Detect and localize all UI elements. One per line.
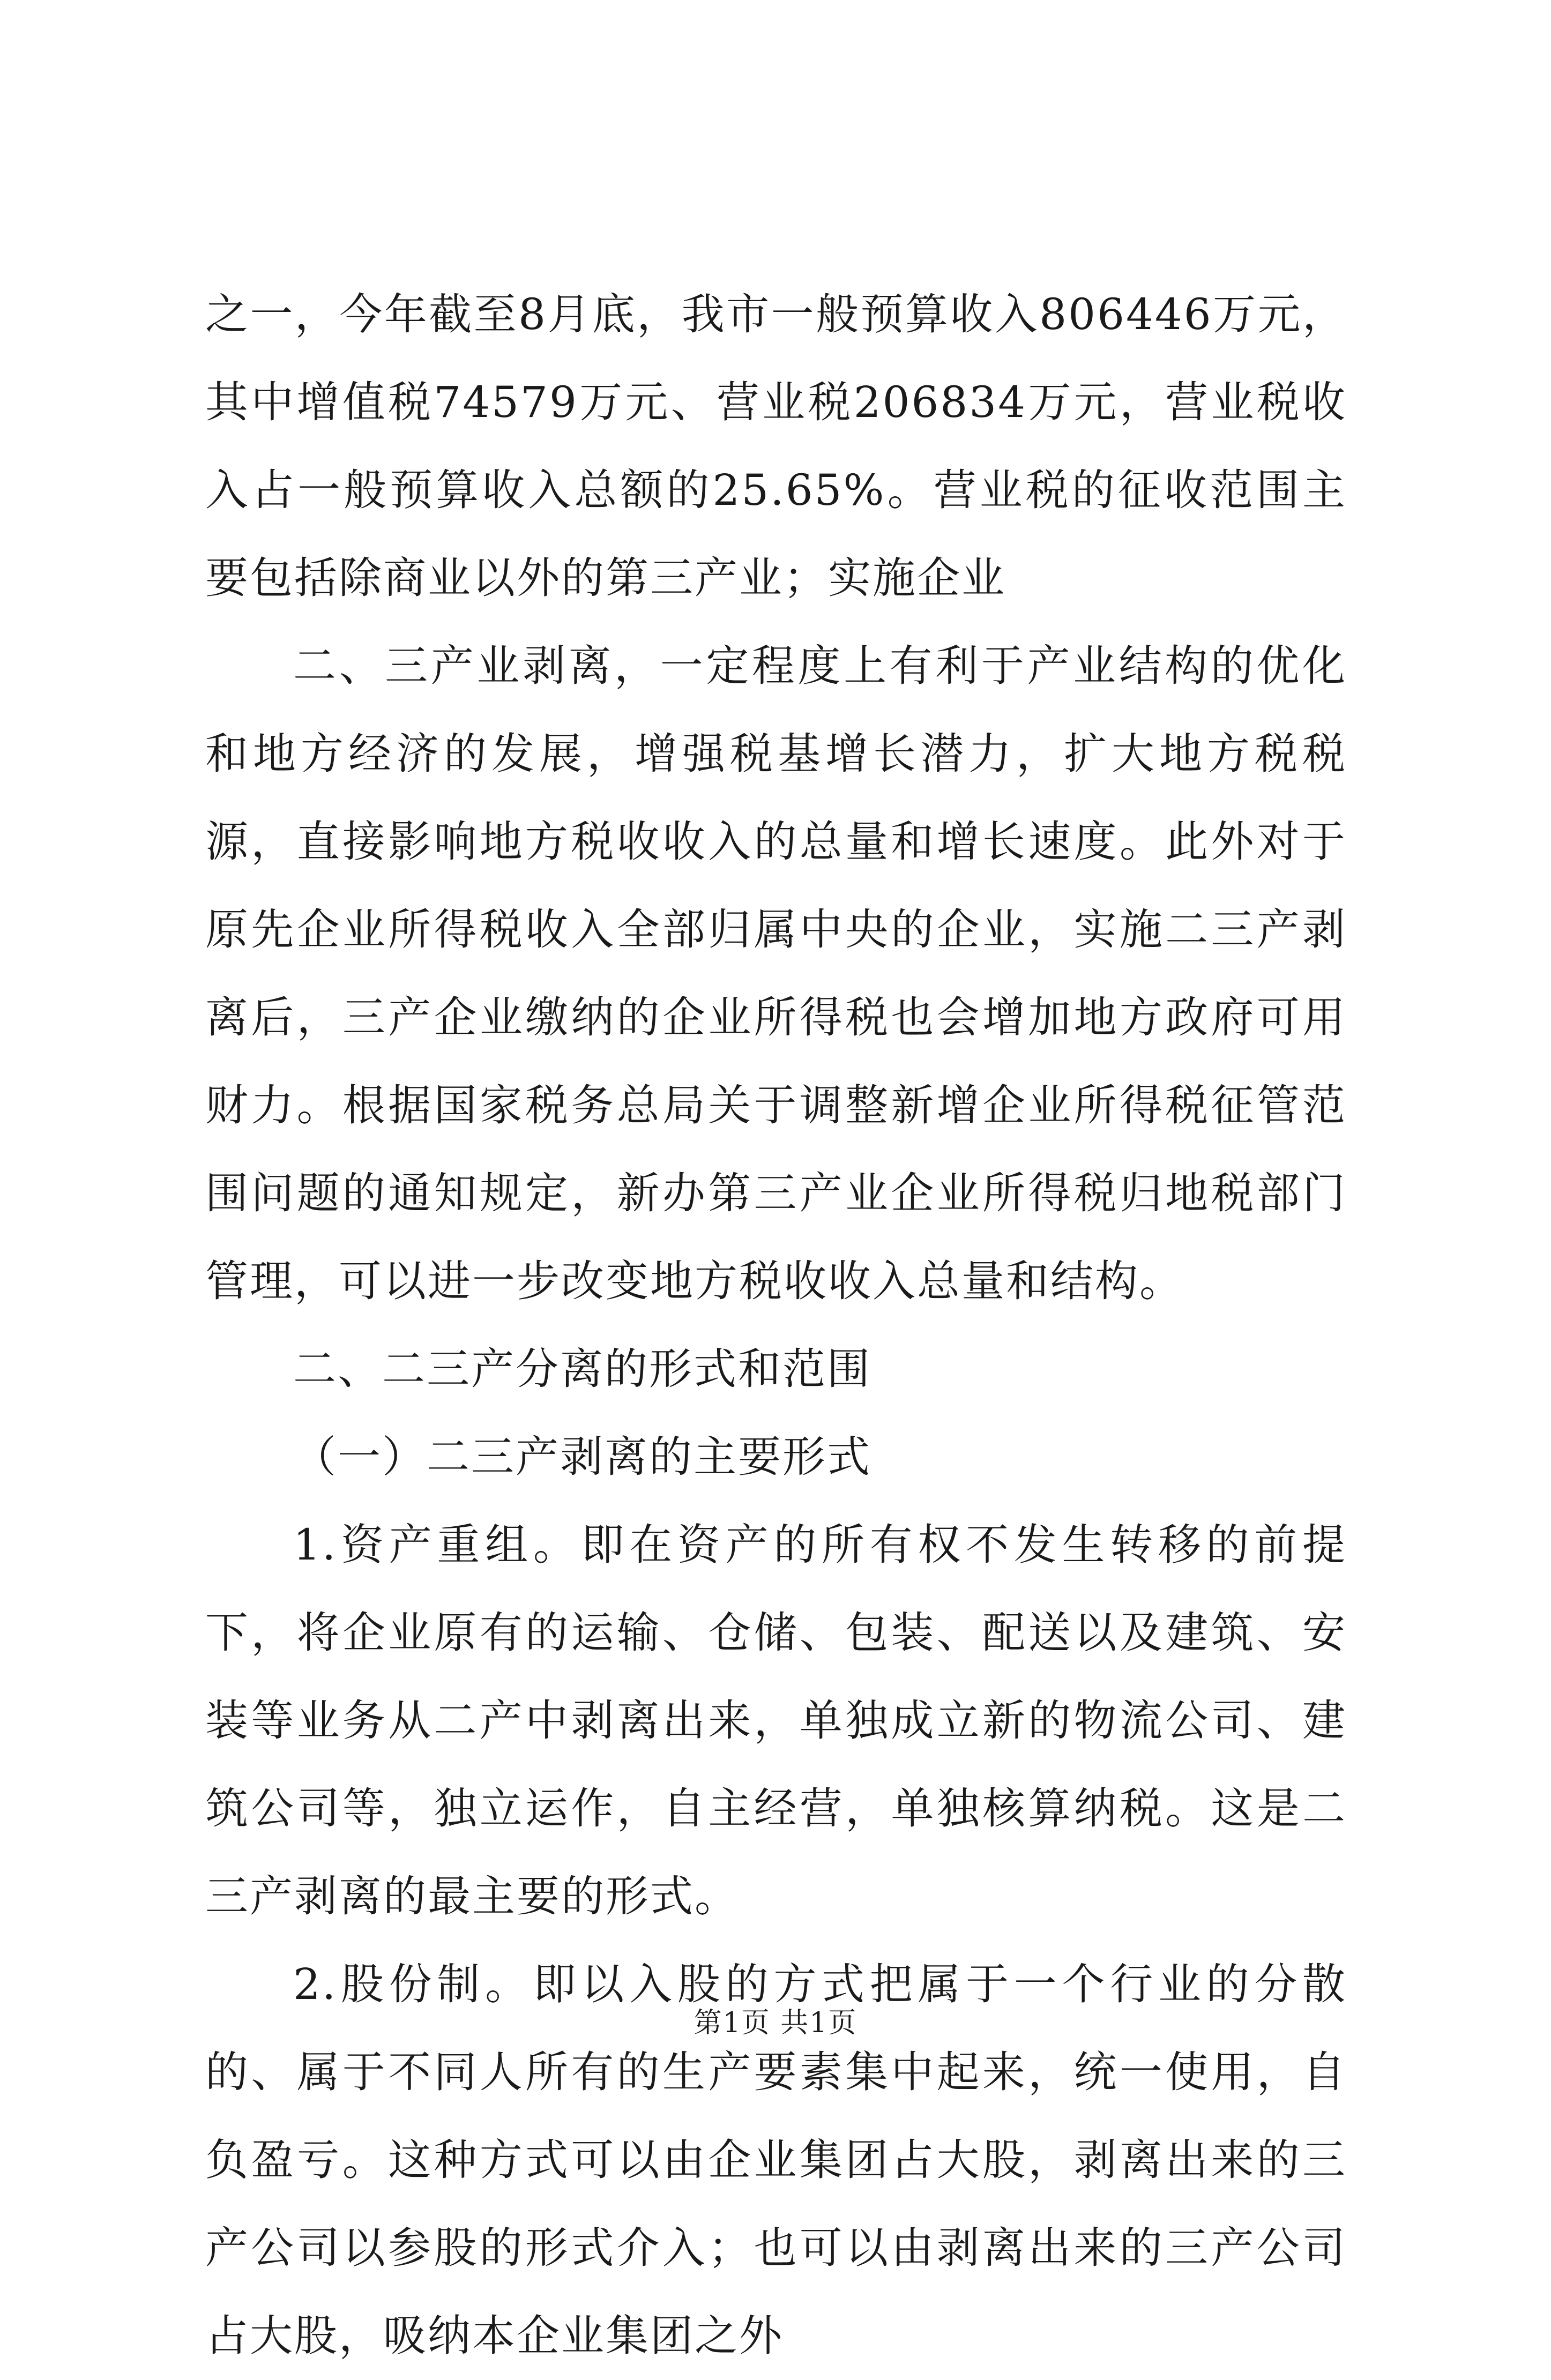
document-body bbox=[205, 271, 1347, 2380]
subsection-heading-main-forms: （一）二三产剥离的主要形式 bbox=[293, 1432, 871, 1482]
page-number-footer: 第1页 共1页 bbox=[694, 2007, 857, 2039]
paragraph-continuation: 之一，今年截至8月底，我市一般预算收入806446万元，其中增值税74579万元、营业税206834万元，营业税收入占一般预算收入总额的25.65%。营业税的征收范围主要包括除商业以外的第三产业；实施企业 bbox=[205, 289, 1347, 603]
paragraph-industry-separation: 二、三产业剥离，一定程度上有利于产业结构的优化和地方经济的发展，增强税基增长潜力，扩大地方税税源，直接影响地方税收收入的总量和增长速度。此外对于原先企业所得税收入全部归属中央的企业，实施二三产剥离后，三产企业缴纳的企业所得税也会增加地方政府可用财力。根据国家税务总局关于调整新增企业所得税征管范围问题的通知规定，新办第三产业企业所得税归地税部门管理，可以进一步改变地方税收收入总量和结构。 bbox=[205, 641, 1347, 1306]
section-heading-forms-and-scope: 二、二三产分离的形式和范围 bbox=[293, 1344, 871, 1394]
paragraph-shareholding-system: 2.股份制。即以入股的方式把属于一个行业的分散的、属于不同人所有的生产要素集中起来，统一使用，自负盈亏。这种方式可以由企业集团占大股，剥离出来的三产公司以参股的形式介入；也可以由剥离出来的三产公司占大股，吸纳本企业集团之外 bbox=[205, 1959, 1347, 2361]
paragraph-asset-restructuring: 1.资产重组。即在资产的所有权不发生转移的前提下，将企业原有的运输、仓储、包装、配送以及建筑、安装等业务从二产中剥离出来，单独成立新的物流公司、建筑公司等，独立运作，自主经营，单独核算纳税。这是二三产剥离的最主要的形式。 bbox=[205, 1520, 1347, 1921]
